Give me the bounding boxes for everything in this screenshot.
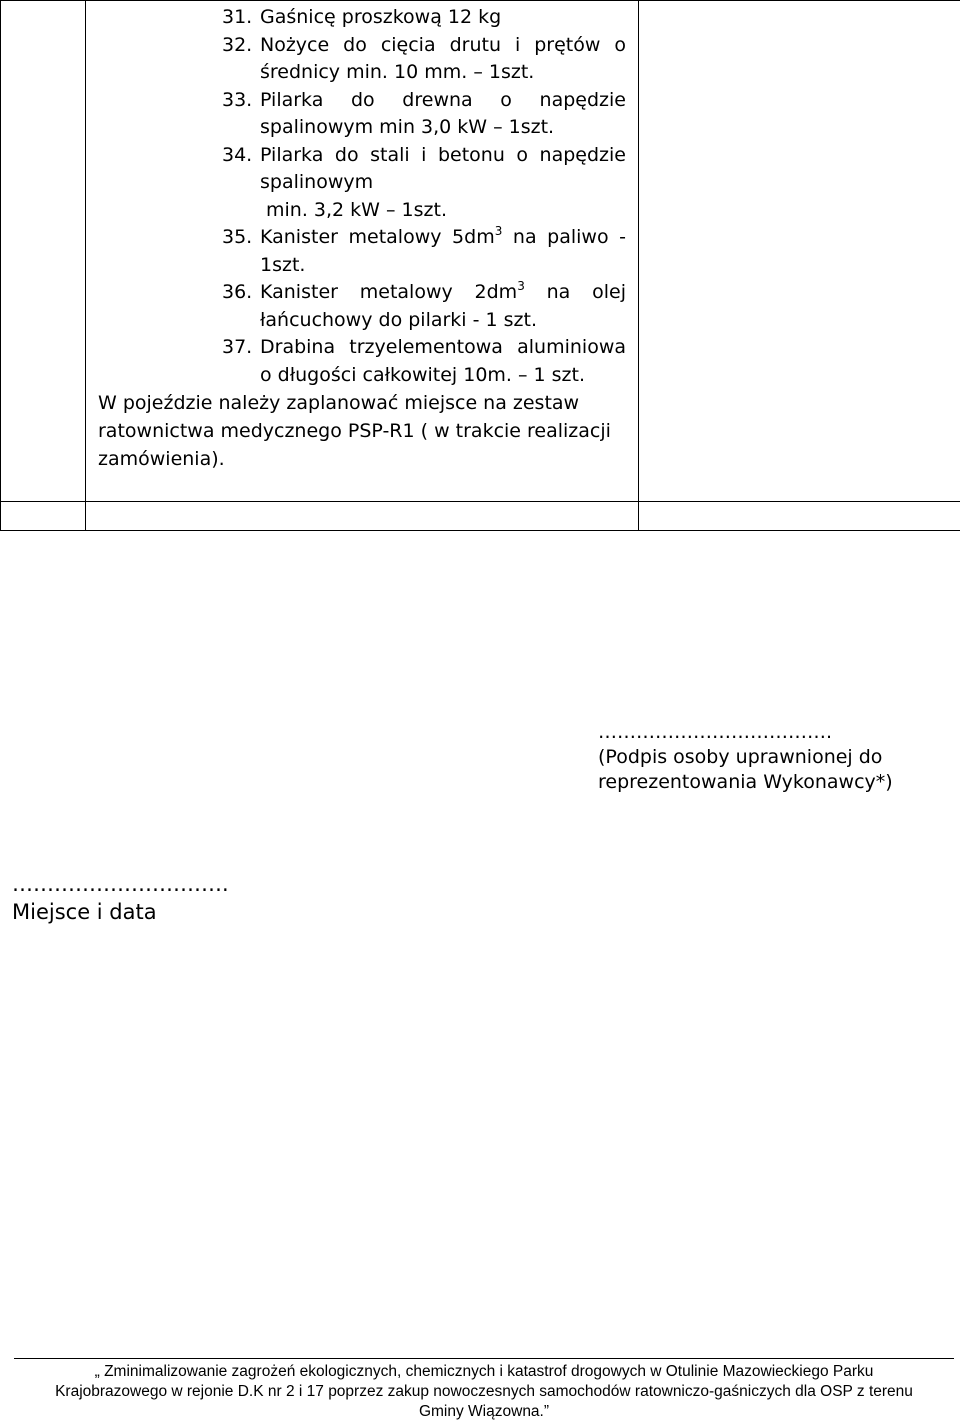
signature-label-line2: reprezentowania Wykonawcy*)	[598, 771, 893, 793]
item-text: Gaśnicę proszkową 12 kg	[260, 6, 502, 28]
item-text: Pilarka do drewna o napędzie spalinowym min 3,0 kW – 1szt.	[260, 88, 626, 138]
item-number: 37.	[222, 336, 253, 358]
list-item	[86, 32, 638, 87]
item-number: 33.	[222, 88, 253, 111]
list-item	[86, 334, 638, 389]
item-number: 34.	[222, 143, 253, 166]
list-item	[86, 142, 638, 225]
equipment-list	[86, 4, 638, 389]
table-cell-description	[86, 1, 639, 502]
item-number: 35.	[222, 226, 253, 248]
list-item	[86, 87, 638, 142]
table-row	[1, 1, 960, 502]
list-item	[86, 279, 638, 334]
specification-table	[0, 0, 960, 531]
place-date-block	[12, 870, 229, 926]
footer-line3: Gminy Wiązowna.”	[418, 1403, 550, 1420]
table-cell-empty	[86, 502, 639, 531]
page-footer	[14, 1358, 954, 1422]
item-number: 31.	[222, 6, 253, 28]
item-number: 32.	[222, 33, 253, 56]
table-cell-number	[1, 1, 86, 502]
table-row	[1, 502, 960, 531]
signature-label-line1: (Podpis osoby uprawnionej do	[598, 746, 883, 768]
list-item	[86, 224, 638, 279]
footer-line2: Krajobrazowego w rejonie D.K nr 2 i 17 poprzez zakup nowoczesnych samochodów ratowniczo-gaśniczych dla OSP z terenu	[55, 1383, 913, 1400]
item-number: 36.	[222, 281, 253, 303]
signature-dots: ……………………………….	[598, 721, 833, 743]
superscript: 3	[517, 279, 525, 293]
item-text: Nożyce do cięcia drutu i prętów o średnicy min. 10 mm. – 1szt.	[260, 33, 626, 83]
place-date-label: Miejsce i data	[12, 900, 157, 924]
item-text-after: na paliwo - 1szt.	[260, 226, 626, 276]
note-paragraph: W pojeździe należy zaplanować miejsce na zestaw ratownictwa medycznego PSP-R1 ( w trakcie realizacji zamówienia).	[98, 392, 611, 470]
table-cell-empty	[1, 502, 86, 531]
item-text: Kanister metalowy 5dm	[260, 226, 495, 248]
footer-line1: „ Zminimalizowanie zagrożeń ekologicznych, chemicznych i katastrof drogowych w Otulinie Mazowieckiego Parku	[94, 1363, 874, 1380]
place-dots: ………………………….	[12, 872, 229, 896]
list-item	[86, 4, 638, 32]
item-text-continuation: min. 3,2 kW – 1szt.	[266, 198, 447, 221]
item-text: Pilarka do stali i betonu o napędzie spalinowym	[260, 143, 626, 193]
table-cell-empty	[639, 1, 960, 502]
item-text-after: na olej łańcuchowy do pilarki - 1 szt.	[260, 281, 626, 331]
item-text: Kanister metalowy 2dm	[260, 281, 518, 303]
superscript: 3	[494, 224, 503, 238]
table-cell-empty	[639, 502, 960, 531]
item-text: Drabina trzyelementowa aluminiowa o długości całkowitej 10m. – 1 szt.	[260, 336, 626, 386]
signature-block	[598, 720, 893, 795]
